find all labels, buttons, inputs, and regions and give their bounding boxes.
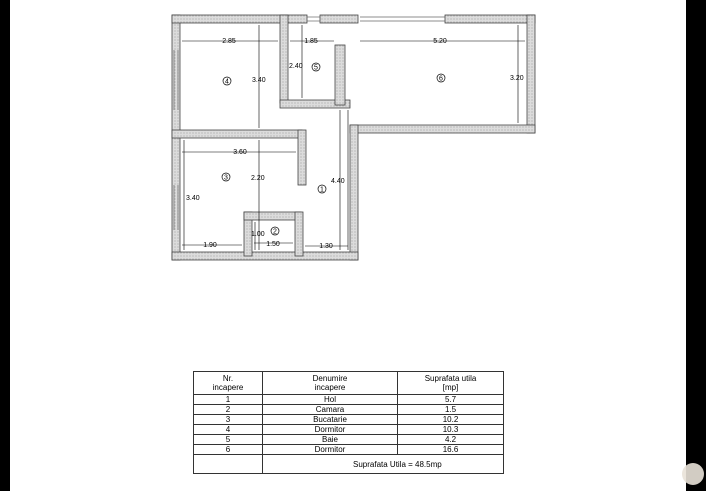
- cell-area: 5.7: [398, 395, 504, 405]
- dim-label: 2.20: [251, 175, 265, 182]
- cell-nr: 4: [194, 425, 263, 435]
- room-markers: [222, 63, 445, 236]
- watermark-logo: [682, 463, 704, 485]
- dim-label: 2.40: [289, 63, 303, 70]
- cell-name: Bucatarie: [263, 415, 398, 425]
- dim-label: 3.40: [252, 77, 266, 84]
- cell-name: Camara: [263, 405, 398, 415]
- cell-area: 10.3: [398, 425, 504, 435]
- table-row: [194, 405, 504, 415]
- cell-name: Baie: [263, 435, 398, 445]
- room-number: 4: [225, 78, 229, 86]
- dim-label: 1.30: [319, 243, 333, 250]
- dim-label: 1.00: [251, 231, 265, 238]
- header-text: Nr. incapere: [212, 374, 244, 392]
- cell-area: 4.2: [398, 435, 504, 445]
- cell-name: Hol: [263, 395, 398, 405]
- cell-empty: [194, 455, 263, 474]
- header-text: Suprafata utila [mp]: [424, 374, 477, 392]
- cell-area: 16.6: [398, 445, 504, 455]
- cell-name: Dormitor: [263, 425, 398, 435]
- cell-nr: 1: [194, 395, 263, 405]
- room-number: 5: [314, 64, 318, 72]
- header-room-name: [263, 372, 398, 395]
- cell-nr: 6: [194, 445, 263, 455]
- dim-label: 1.90: [203, 242, 217, 249]
- room-number: 2: [273, 228, 277, 236]
- cell-area: 10.2: [398, 415, 504, 425]
- cell-nr: 5: [194, 435, 263, 445]
- dim-label: 1.85: [304, 38, 318, 45]
- dim-label: 4.40: [331, 178, 345, 185]
- room-number: 6: [439, 75, 443, 83]
- room-number: 1: [320, 186, 324, 194]
- walls: [172, 15, 535, 260]
- dim-label: 1.50: [266, 241, 280, 248]
- table-row: [194, 435, 504, 445]
- dim-label: 3.20: [510, 75, 524, 82]
- cell-name: Dormitor: [263, 445, 398, 455]
- cell-nr: 2: [194, 405, 263, 415]
- table-row: [194, 445, 504, 455]
- table-row: [194, 395, 504, 405]
- windows: [174, 17, 445, 230]
- area-table: [193, 371, 504, 474]
- dim-label: 2.85: [222, 38, 236, 45]
- table-total-row: [194, 455, 504, 474]
- room-number: 3: [224, 174, 228, 182]
- header-area: [398, 372, 504, 395]
- header-text: Denumire incapere: [312, 374, 348, 392]
- dim-label: 3.40: [186, 195, 200, 202]
- table-row: [194, 425, 504, 435]
- header-room-nr: [194, 372, 263, 395]
- cell-area: 1.5: [398, 405, 504, 415]
- total-area: Suprafata Utila = 48.5mp: [263, 455, 504, 474]
- dim-label: 5.20: [433, 38, 447, 45]
- cell-nr: 3: [194, 415, 263, 425]
- table-header-row: [194, 372, 504, 395]
- table-row: [194, 415, 504, 425]
- dim-label: 3.60: [233, 149, 247, 156]
